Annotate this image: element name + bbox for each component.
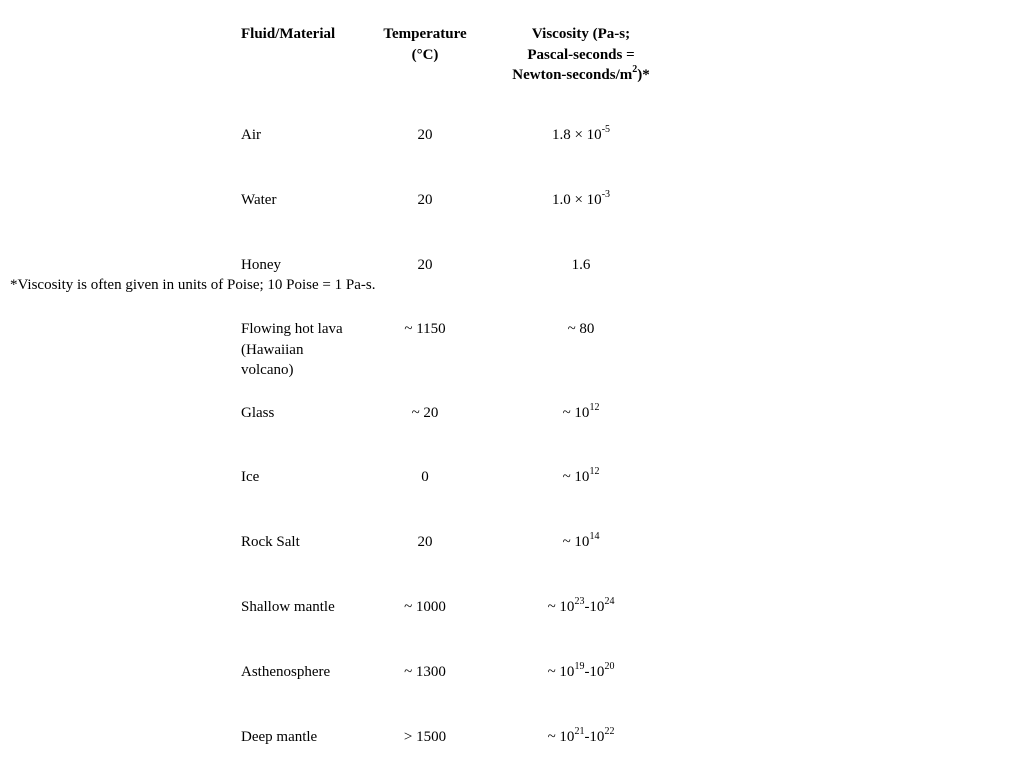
row-air-material: Air xyxy=(241,127,261,143)
header-viscosity xyxy=(491,24,671,86)
row-shallow-mantle-material: Shallow mantle xyxy=(241,599,335,615)
header-viscosity-line2: Pascal-seconds = xyxy=(527,46,635,63)
row-air-temperature: 20 xyxy=(417,127,433,143)
header-viscosity-line1: Viscosity (Pa-s; xyxy=(531,26,631,42)
row-glass-temperature: ~ 20 xyxy=(411,405,439,421)
row-water-viscosity: $1.0 \times 10^{-3}$ xyxy=(551,189,611,208)
row-rock-salt-viscosity: ~ $10^{14}$ xyxy=(562,531,600,550)
row-ice-viscosity: ~ $10^{12}$ xyxy=(562,466,600,485)
row-glass-viscosity: ~ $10^{12}$ xyxy=(562,402,600,421)
row-asthenosphere-temperature: ~ 1300 xyxy=(404,664,446,680)
footnote: *Viscosity is often given in units of Poise; 10 Poise = 1 Pa-s. xyxy=(10,277,376,293)
row-rock-salt-temperature: 20 xyxy=(417,534,433,550)
row-water-material: Water xyxy=(241,192,277,208)
header-temperature-line2: (°C) xyxy=(411,46,439,63)
row-honey-material: Honey xyxy=(241,257,281,273)
row-water-temperature: 20 xyxy=(417,192,433,208)
row-deep-mantle-material: Deep mantle xyxy=(241,729,318,745)
row-lava-viscosity: ~ 80 xyxy=(567,321,595,337)
row-shallow-mantle-viscosity: ~ $10^{23}-10^{24}$ xyxy=(547,596,615,615)
row-asthenosphere-material: Asthenosphere xyxy=(241,664,331,680)
row-honey-viscosity: 1.6 xyxy=(571,257,591,273)
header-temperature-line1: Temperature xyxy=(383,26,467,42)
header-viscosity-line3: Newton-$seconds/m^2)*$ xyxy=(512,64,650,83)
row-ice-material: Ice xyxy=(241,469,260,485)
row-shallow-mantle-temperature: ~ 1000 xyxy=(404,599,446,615)
row-air-viscosity: $1.8 \times 10^{-5}$ xyxy=(551,124,611,143)
row-ice-temperature: 0 xyxy=(421,469,429,485)
row-asthenosphere-viscosity: ~ $10^{19}-10^{20}$ xyxy=(547,661,615,680)
row-deep-mantle-temperature: > 1500 xyxy=(403,729,447,745)
header-material: Fluid/Material xyxy=(241,26,336,42)
header-temperature xyxy=(364,24,486,65)
row-glass-material: Glass xyxy=(241,405,275,421)
row-honey-temperature: 20 xyxy=(417,257,433,273)
row-lava-material: Flowing hot lava (Hawaiian volcano) xyxy=(241,321,343,378)
row-lava-temperature: ~ 1150 xyxy=(404,321,446,337)
row-deep-mantle-viscosity: ~ $10^{21}-10^{22}$ xyxy=(547,726,615,745)
row-rock-salt-material: Rock Salt xyxy=(241,534,300,550)
